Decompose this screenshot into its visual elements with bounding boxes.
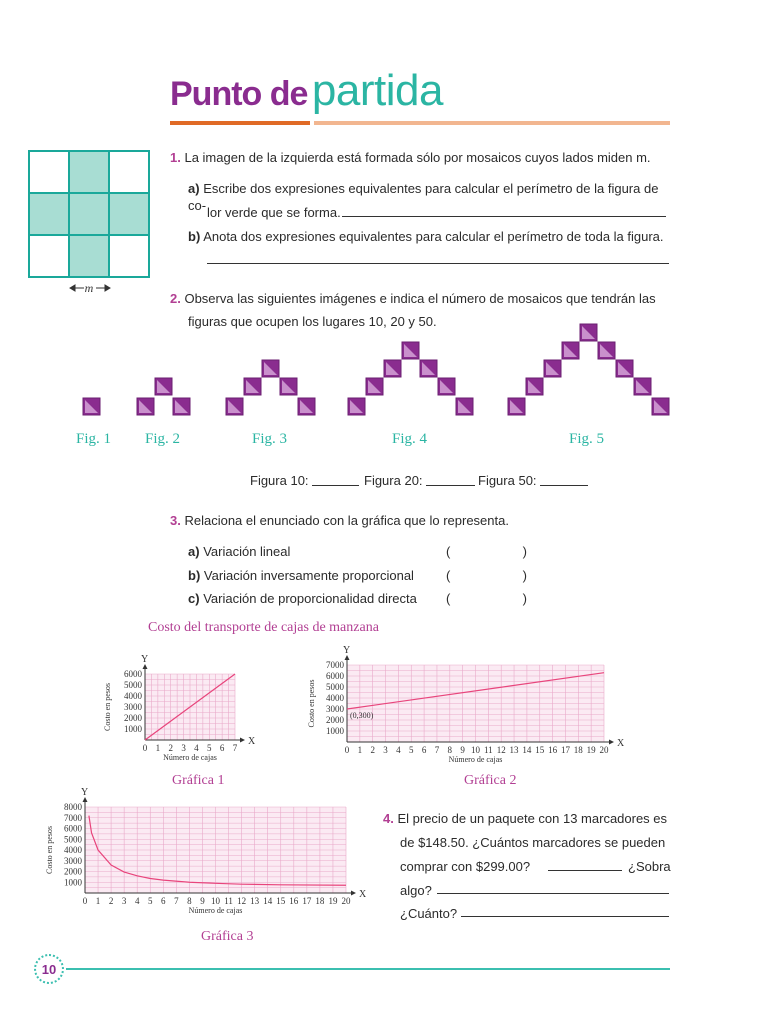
y-tick-label: 1000 [64,877,82,888]
page-number: 10 [41,961,57,977]
x-axis-arrow-icon [351,891,356,896]
q3-a-paren[interactable]: ( ) [446,544,527,559]
q2-number: 2. [170,291,181,306]
y-tick-label: 7000 [64,812,82,823]
q1-a-answer-line[interactable] [342,216,666,217]
x-tick-label: 12 [237,896,247,906]
x-tick-label: 2 [370,745,375,755]
q3-b-label: b) [188,568,201,583]
x-tick-label: 13 [250,896,260,906]
fig-5-label: Fig. 5 [569,431,605,447]
x-tick-label: 11 [224,896,233,906]
x-tick-label: 14 [263,896,273,906]
x-tick-label: 4 [194,743,199,753]
y-tick-label: 3000 [326,704,344,714]
y-tick-label: 4000 [64,845,82,855]
x-tick-label: 8 [187,896,192,906]
q3-c-label: c) [188,591,200,606]
x-tick-label: 8 [447,745,453,755]
question-4 [383,810,673,827]
y-tick-label: 6000 [326,671,344,681]
q4-marcadores-answer-line[interactable] [548,870,622,871]
y-axis-title: Costo en pesos [307,679,316,728]
x-axis-arrow-icon [240,738,245,743]
x-tick-label: 11 [484,745,493,755]
fig-2-label: Fig. 2 [145,431,181,447]
x-tick-label: 17 [560,745,570,755]
tile-pattern-figures [0,320,768,420]
q3-text: Relaciona el enunciado con la gráfica que lo representa. [184,513,509,528]
grafica-2-title: Gráfica 2 [464,773,517,788]
x-tick-label: 0 [142,743,148,753]
figura-50-label: Figura 50: [478,473,537,488]
x-axis-letter: X [617,738,625,749]
x-axis-title: Número de cajas [188,906,243,915]
x-tick-label: 6 [219,743,225,753]
page-title [170,66,443,116]
q3-c-paren[interactable]: ( ) [446,591,527,606]
y-tick-label: 1000 [124,724,142,734]
x-tick-label: 19 [586,745,596,755]
fig-3-tiles [226,360,315,415]
y-tick-label: 7000 [326,660,344,670]
x-tick-label: 16 [548,745,558,755]
x-tick-label: 15 [276,896,286,906]
x-axis-arrow-icon [609,740,614,745]
q1-b-text: Anota dos expresiones equivalentes para calcular el perímetro de toda la figura. [203,229,664,244]
x-tick-label: 3 [181,743,186,753]
y-tick-label: 5000 [124,680,142,690]
x-tick-label: 5 [207,743,212,753]
x-axis-letter: X [359,889,367,900]
x-tick-label: 3 [383,745,388,755]
q1-b-answer-line[interactable] [207,263,669,264]
x-tick-label: 4 [134,896,140,906]
y-axis-letter: Y [81,787,89,798]
x-tick-label: 9 [200,896,205,906]
fig-4-label: Fig. 4 [392,431,428,447]
x-tick-label: 6 [161,896,166,906]
q4-line2: de $148.50. ¿Cuántos marcadores se pueden [400,835,666,850]
graphs-heading: Costo del transporte de cajas de manzana [148,620,379,635]
y-tick-label: 3000 [124,702,142,712]
x-tick-label: 12 [496,745,506,755]
figura-20-answer-line[interactable] [426,485,475,486]
x-tick-label: 13 [509,745,519,755]
y-tick-label: 4000 [124,691,142,701]
question-3 [170,512,509,529]
x-tick-label: 10 [211,896,220,906]
x-tick-label: 2 [108,896,114,906]
figura-10-answer-line[interactable] [312,485,359,486]
q4-cuanto-answer-line[interactable] [461,916,669,917]
x-tick-label: 18 [573,745,583,755]
question-1 [170,149,670,166]
x-tick-label: 15 [535,745,545,755]
fig-1-label: Fig. 1 [76,431,112,447]
grafica-2-chart [304,646,626,770]
y-tick-label: 6000 [124,669,142,679]
title-underline-peach [314,121,670,125]
x-tick-label: 18 [315,896,325,906]
x-tick-label: 1 [95,896,101,906]
x-tick-label: 1 [357,745,363,755]
footer-rule [66,968,670,970]
q4-line5: ¿Cuánto? [400,906,458,921]
x-tick-label: 19 [328,896,338,906]
x-tick-label: 6 [421,745,427,755]
x-tick-label: 0 [344,745,350,755]
y-tick-label: 2000 [326,715,344,725]
y-axis-letter: Y [343,645,351,656]
grafica-1-chart [98,652,258,770]
x-axis-title: Número de cajas [448,755,503,764]
x-tick-label: 5 [409,745,414,755]
x-tick-label: 7 [232,743,238,753]
q4-line1: El precio de un paquete con 13 marcadores es [397,811,668,826]
q3-c-text: Variación de proporcionalidad directa [203,591,417,606]
q3-a-text: Variación lineal [203,544,291,559]
x-tick-label: 14 [522,745,532,755]
title-part2: partida [311,66,443,115]
grafica-3-title: Gráfica 3 [201,929,254,944]
x-tick-label: 2 [168,743,173,753]
page-number-badge [34,954,64,984]
x-tick-label: 4 [396,745,401,755]
figura-20-label: Figura 20: [364,473,423,488]
x-tick-label: 0 [82,896,88,906]
figura-10-label: Figura 10: [250,473,309,488]
x-tick-label: 10 [471,745,480,755]
y-tick-label: 5000 [326,682,344,692]
figura-50-answer-line[interactable] [540,485,588,486]
tile-cross-figure [28,150,153,300]
q1-a-line1: Escribe dos expresiones equivalentes para calcular el perímetro de la figura de co- [188,181,659,213]
x-tick-label: 16 [289,896,299,906]
q3-number: 3. [170,513,181,528]
y-tick-label: 2000 [124,713,142,723]
y-axis-title: Costo en pesos [45,826,54,874]
y-tick-label: 2000 [64,866,82,877]
q2-line2: figuras que ocupen los lugares 10, 20 y 50. [188,314,437,329]
q4-line3b: ¿Sobra [628,859,671,874]
q1-part-b [188,228,670,245]
x-tick-label: 20 [341,896,351,906]
q2-line1: Observa las siguientes imágenes e indica el número de mosaicos que tendrán las [184,291,656,306]
title-part1: Punto de [170,75,308,113]
fig-5-tiles [508,324,669,415]
y-tick-label: 6000 [64,823,82,834]
q4-sobra-answer-line[interactable] [437,893,669,894]
x-axis-title: Número de cajas [163,753,217,762]
q4-line4: algo? [400,883,432,898]
q1-a-label: a) [188,181,200,196]
side-length-label: m [84,281,94,295]
fig-2-tiles [137,378,190,415]
q4-line3a: comprar con $299.00? [400,859,531,874]
title-underline-orange [170,121,310,125]
x-tick-label: 9 [460,745,465,755]
y-tick-label: 5000 [64,834,82,845]
fig-1-tiles [83,398,100,415]
q4-number: 4. [383,811,394,826]
q1-text: La imagen de la izquierda está formada sólo por mosaicos cuyos lados miden m. [184,150,651,165]
x-tick-label: 3 [121,896,127,906]
x-tick-label: 17 [302,896,312,906]
y-tick-label: 4000 [326,693,344,703]
fig-4-tiles [348,342,473,415]
q3-b-paren[interactable]: ( ) [446,568,527,583]
grafica-3-chart [42,787,367,925]
q1-number: 1. [170,150,181,165]
q1-a-line2: lor verde que se forma. [207,205,341,220]
x-tick-label: 20 [599,745,609,755]
fig-3-label: Fig. 3 [252,431,288,447]
start-point-annotation: (0,300) [350,711,374,720]
y-tick-label: 1000 [326,726,344,736]
y-axis-title: Costo en pesos [103,683,112,731]
grafica-1-title: Gráfica 1 [172,773,225,788]
y-tick-label: 3000 [64,855,82,866]
question-2 [170,290,670,307]
q1-b-label: b) [188,229,201,244]
y-tick-label: 8000 [64,802,82,812]
x-tick-label: 1 [155,743,161,753]
q3-b-text: Variación inversamente proporcional [203,568,414,583]
y-axis-letter: Y [141,654,149,665]
x-tick-label: 7 [174,896,179,906]
q3-a-label: a) [188,544,200,559]
x-tick-label: 7 [434,745,440,755]
x-axis-letter: X [248,736,256,747]
x-tick-label: 5 [148,896,153,906]
